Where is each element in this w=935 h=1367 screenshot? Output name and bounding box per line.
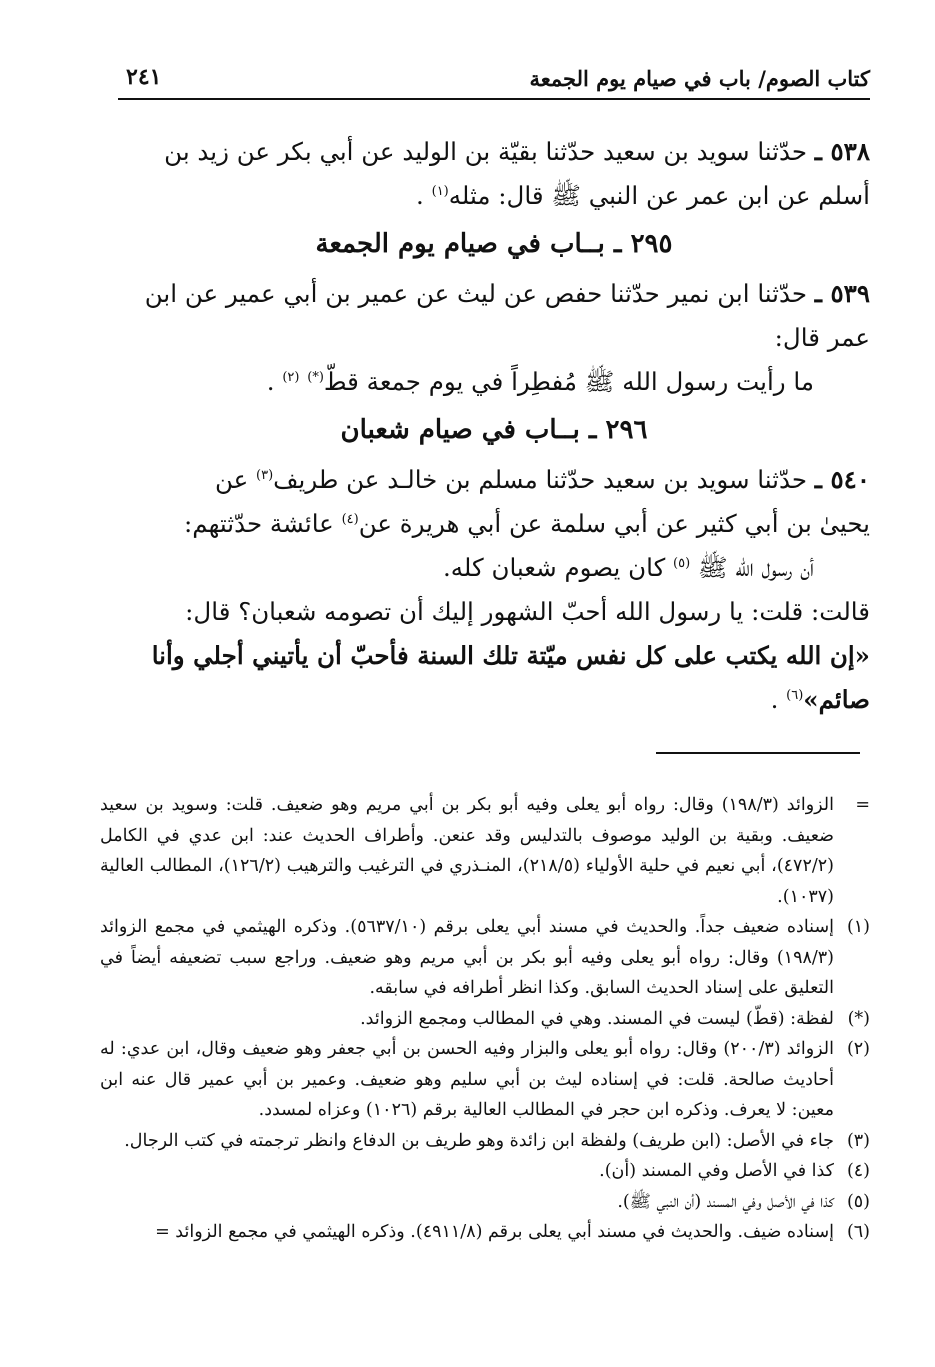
hadith-text: حدّثنا ابن نمير حدّثنا حفص عن ليث عن عمير بن أبي عمير عن ابن (144, 279, 807, 308)
hadith-text: «إن الله يكتب على كل نفس ميّتة تلك السنة فأحبّ أن يأتيني أجلي وأنا (151, 641, 870, 670)
hadith-539-line-1 (118, 272, 870, 316)
hadith-540-line-1 (118, 458, 870, 502)
footnote-mark: (٦) (846, 1222, 870, 1242)
footnote-mark: (٥) (846, 1191, 870, 1212)
footnote (100, 1187, 870, 1218)
footnote-ref: (٦) (786, 687, 804, 703)
footnote-mark: (٣) (846, 1130, 870, 1151)
footnote (100, 1126, 870, 1157)
footnote-ref: (٢) (282, 369, 300, 385)
footnote-text: كذا في الأصل وفي المسند (أن). (599, 1161, 834, 1181)
footnote-text: كذا في الأصل وفي المسند (أن النبي ﷺ). (617, 1191, 834, 1212)
footnote-separator (656, 752, 860, 754)
footnote-mark: (٤) (846, 1161, 870, 1181)
hadith-538-line-2: أسلم عن ابن عمر عن النبي ﷺ قال: مثله$^{(١)}$ . (416, 181, 870, 210)
hadith-text: ما رأيت رسول الله ﷺ مُفطِراً في يوم جمعة قطّ (323, 367, 814, 396)
hadith-540-line-4 (118, 590, 870, 634)
hadith-540-line-6: صائم»$^{(٦)}$ . (770, 685, 870, 714)
hadith-number: ٥٣٨ ـ (814, 137, 870, 166)
hadith-number: ٥٣٩ ـ (814, 279, 870, 308)
hadith-text: يحيىٰ بن أبي كثير عن أبي سلمة عن أبي هريرة عن (358, 509, 870, 538)
hadith-text: قالت: قلت: يا رسول الله أحبّ الشهور إليك أن تصومه شعبان؟ قال: (185, 597, 870, 626)
footnote-mark: = (855, 795, 870, 815)
hadith-text: صائم» (803, 685, 870, 714)
footnote-ref: (١) (431, 183, 449, 199)
hadith-539-matn: ما رأيت رسول الله ﷺ مُفطِراً في يوم جمعة قطّ(*) $^{(٢)}$ . (266, 367, 814, 396)
footnote-text: لفظة: (قطّ) ليست في المسند. وهي في المطالب ومجمع الزوائد. (360, 1008, 834, 1029)
hadith-text: عن (214, 465, 249, 494)
hadith-text: حدّثنا سويد بن سعيد حدّثنا مسلم بن خالـد عن طريف (273, 465, 807, 494)
hadith-text: عائشة حدّثتهم: (184, 509, 334, 538)
footnote-text: إسناده ضعيف جداً. والحديث في مسند أبي يعلى برقم (٥٦٣٧/١٠). وذكره الهيثمي في مجمع الزوائد (١٩٨/٣) وقال: رواه أبو يعلى وفيه أبو بكر بن أبي مريم وهو ضعيف. وراجع سبب تضعيفه أيضاً في التعليق على إسناد الحديث السابق. وكذا انظر أطرافه في سابقه. (100, 917, 834, 998)
footnotes (100, 790, 870, 1248)
hadith-text: أن رسول الله ﷺ (697, 553, 814, 582)
footnote (100, 912, 870, 1004)
footnote-ref: (*) (307, 369, 324, 385)
footnote (100, 1034, 870, 1126)
hadith-538-line-1 (118, 130, 870, 174)
hadith-number: ٥٤٠ ـ (814, 465, 870, 494)
footnote (100, 1004, 870, 1035)
hadith-text: عمر قال: (774, 323, 870, 352)
footnote (100, 1156, 870, 1187)
footnote-ref: (٣) (256, 467, 274, 483)
footnote-text: جاء في الأصل: (ابن طريف) ولفظة ابن زائدة وهو طريف بن الدفاع وانظر ترجمته في كتب الرجال. (124, 1130, 834, 1151)
hadith-540-line-3 (118, 546, 870, 590)
footnote-text: إسناده ضيف. والحديث في مسند أبي يعلى برقم (٤٩١١/٨). وذكره الهيثمي في مجمع الزوائد = (155, 1222, 834, 1242)
footnote (100, 790, 870, 912)
footnote-ref: (٤) (341, 511, 359, 527)
chapter-heading-296: ٢٩٦ ـ بــاب في صيام شعبان (340, 415, 648, 445)
footnote (100, 1217, 870, 1248)
footnote-text: الزوائد (١٩٨/٣) وقال: رواه أبو يعلى وفيه أبو بكر بن أبي مريم وهو ضعيف. قلت: وسويد بن سعيد ضعيف. وبقية بن الوليد موصوف بالتدليس وقد عنعن. وأطراف الحديث عند: ابن عدي في الكامل (٤٧٢/٢)، أبي نعيم في حلية الأولياء (٢١٨/٥)، المنـذري في الترغيب والترهيب (١٢٦/٢)، المطالب العالية (١٠٣٧). (100, 795, 835, 907)
hadith-text: أسلم عن ابن عمر عن النبي ﷺ قال: مثله (448, 181, 870, 210)
footnote-ref: (٥) (673, 555, 691, 571)
page-number: ٢٤١ (126, 64, 162, 90)
main-text (118, 130, 870, 722)
footnote-text: الزوائد (٢٠٠/٣) وقال: رواه أبو يعلى والبزار وفيه الحسن بن أبي جعفر وهو ضعيف وقال، ابن عدي: له أحاديث صالحة. قلت: في إسناده ليث بن أبي سليم وهو ضعيف. وعمير بن أبي عمير قال عنه ابن معين: لا يعرف. وذكره ابن حجر في المطالب العالية برقم (١٠٢٦) وعزاه لمسدد. (100, 1039, 834, 1120)
footnote-mark: (٢) (846, 1039, 870, 1059)
running-title: كتاب الصوم/ باب في صيام يوم الجمعة (529, 66, 870, 91)
chapter-heading-295: ٢٩٥ ـ بــاب في صيام يوم الجمعة (315, 229, 673, 259)
footnote-mark: (*) (847, 1008, 870, 1029)
running-header (118, 58, 870, 100)
hadith-539-line-2 (118, 316, 870, 360)
footnote-mark: (١) (846, 917, 870, 937)
hadith-text: حدّثنا سويد بن سعيد حدّثنا بقيّة بن الوليد عن أبي بكر عن زيد بن (164, 137, 807, 166)
hadith-text: كان يصوم شعبان كله. (442, 553, 666, 582)
hadith-540-line-2 (118, 502, 870, 546)
hadith-540-line-5 (118, 634, 870, 678)
